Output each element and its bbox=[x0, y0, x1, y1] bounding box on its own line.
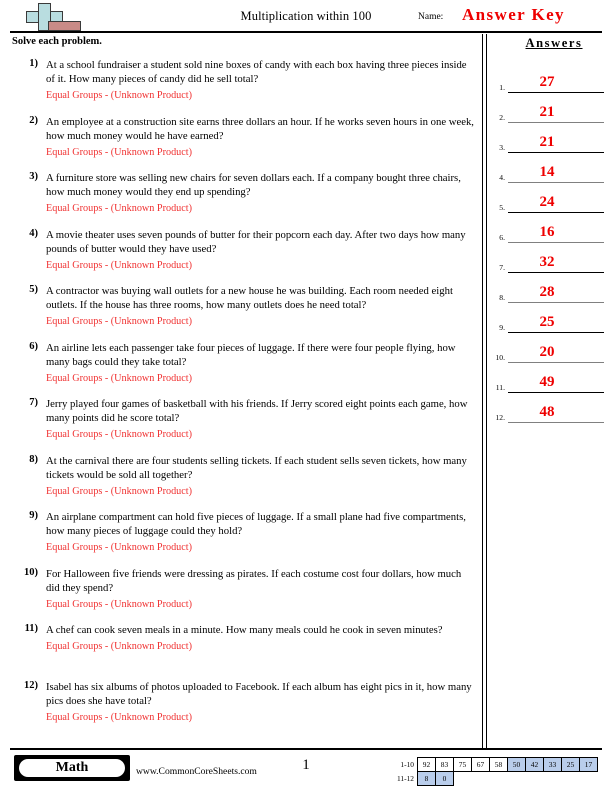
answer-value: 25 bbox=[539, 314, 555, 330]
answer-row bbox=[490, 363, 608, 393]
problem-text: At the carnival there are four students selling tickets. If each student sells seven tickets, how many tickets would be sold all together? bbox=[46, 454, 467, 481]
problem-item bbox=[14, 171, 476, 223]
problem-number: 7) bbox=[29, 397, 38, 408]
answer-value: 20 bbox=[539, 344, 555, 360]
problem-category-tag: Equal Groups - (Unknown Product) bbox=[46, 316, 192, 328]
score-range-label: 11-12 bbox=[397, 774, 414, 783]
score-range-label: 1-10 bbox=[400, 760, 414, 769]
footer-divider-rule bbox=[10, 748, 602, 750]
answer-number: 4. bbox=[499, 173, 505, 182]
problem-item bbox=[14, 567, 476, 619]
problem-number: 4) bbox=[29, 227, 38, 239]
problem-category-tag: Equal Groups - (Unknown Product) bbox=[46, 146, 192, 158]
answer-value: 48 bbox=[539, 404, 555, 420]
answer-number: 1. bbox=[499, 83, 505, 92]
page-title: Multiplication within 100 bbox=[240, 9, 372, 23]
answer-slot[interactable] bbox=[508, 131, 604, 153]
answer-row bbox=[490, 93, 608, 123]
problem-category-tag: Equal Groups - (Unknown Product) bbox=[46, 542, 192, 554]
answer-slot[interactable] bbox=[508, 161, 604, 183]
score-cell: 83 bbox=[435, 758, 453, 772]
problem-category-tag: Equal Groups - (Unknown Product) bbox=[46, 90, 192, 102]
score-cell-empty bbox=[489, 772, 507, 786]
problem-category-tag: Equal Groups - (Unknown Product) bbox=[46, 203, 192, 215]
answer-number: 6. bbox=[499, 233, 505, 242]
problem-item bbox=[14, 284, 476, 336]
problem-item bbox=[14, 397, 476, 449]
subject-badge-label: Math bbox=[55, 760, 89, 775]
score-cell: 75 bbox=[453, 758, 471, 772]
problem-item bbox=[14, 115, 476, 167]
problem-body bbox=[46, 171, 476, 215]
answer-row bbox=[490, 213, 608, 243]
problem-number: 11) bbox=[24, 623, 38, 634]
answer-value: 24 bbox=[539, 194, 555, 210]
problem-text: A contractor was buying wall outlets for a new house he was building. Each room needed eight outlets. If the house has three rooms, how many outlets does he need total? bbox=[46, 285, 453, 312]
problem-body bbox=[46, 680, 476, 724]
problem-text: An employee at a construction site earns three dollars an hour. If he works seven hours in one week, how much money would he have earned? bbox=[46, 115, 474, 142]
score-table-row bbox=[396, 772, 597, 786]
score-cell-empty bbox=[561, 772, 579, 786]
problem-text: A furniture store was selling new chairs for seven dollars each. If a company bought three chairs, how much money would they end up spending? bbox=[46, 172, 461, 199]
answer-slot[interactable] bbox=[508, 371, 604, 393]
answer-slot[interactable] bbox=[508, 101, 604, 123]
problem-category-tag: Equal Groups - (Unknown Product) bbox=[46, 641, 192, 653]
problem-number: 1) bbox=[29, 58, 38, 69]
answer-slot[interactable] bbox=[508, 71, 604, 93]
problem-number: 9) bbox=[29, 510, 38, 521]
divider-line-right bbox=[486, 34, 487, 748]
score-cell: 33 bbox=[543, 758, 561, 772]
answer-number: 8. bbox=[499, 293, 505, 302]
score-cell: 42 bbox=[525, 758, 543, 772]
problem-body bbox=[46, 397, 476, 441]
score-cell-empty bbox=[453, 772, 471, 786]
answer-row bbox=[490, 333, 608, 363]
problem-item bbox=[14, 58, 476, 110]
answer-slot[interactable] bbox=[508, 221, 604, 243]
problem-body bbox=[46, 341, 476, 385]
answer-row bbox=[490, 153, 608, 183]
answer-slot[interactable] bbox=[508, 341, 604, 363]
problem-category-tag: Equal Groups - (Unknown Product) bbox=[46, 429, 192, 441]
problem-category-tag: Equal Groups - (Unknown Product) bbox=[46, 485, 192, 497]
score-cell-empty bbox=[579, 772, 597, 786]
answer-row bbox=[490, 303, 608, 333]
score-cell: 8 bbox=[417, 772, 435, 786]
score-cell: 25 bbox=[561, 758, 579, 772]
problem-text: An airplane compartment can hold five pieces of luggage. If a small plane had five compartments, how many pieces of luggage could they hold? bbox=[46, 511, 466, 538]
site-url: www.CommonCoreSheets.com bbox=[136, 766, 257, 777]
problem-body bbox=[46, 623, 476, 653]
answer-number: 5. bbox=[499, 203, 505, 212]
answer-row bbox=[490, 243, 608, 273]
problem-number: 3) bbox=[29, 171, 38, 182]
answer-value: 21 bbox=[539, 134, 555, 150]
name-label: Name: bbox=[418, 12, 444, 22]
score-cell-empty bbox=[543, 772, 561, 786]
problem-category-tag: Equal Groups - (Unknown Product) bbox=[46, 711, 192, 723]
answer-number: 9. bbox=[499, 323, 505, 332]
answer-slot[interactable] bbox=[508, 191, 604, 213]
answer-row bbox=[490, 183, 608, 213]
problem-body bbox=[46, 228, 476, 272]
answer-blank-line bbox=[508, 422, 604, 423]
problem-number: 5) bbox=[29, 284, 38, 295]
answer-slot[interactable] bbox=[508, 281, 604, 303]
answers-heading: Answers bbox=[525, 36, 583, 50]
problem-text: At a school fundraiser a student sold nine boxes of candy with each box having three pieces inside of it. How many pieces of candy did he sell total? bbox=[46, 59, 467, 86]
answer-value: 14 bbox=[539, 164, 555, 180]
problems-list bbox=[14, 58, 476, 736]
score-cell: 58 bbox=[489, 758, 507, 772]
score-table-grid bbox=[396, 757, 598, 786]
page-header bbox=[0, 0, 612, 34]
score-cell: 67 bbox=[471, 758, 489, 772]
answer-value: 32 bbox=[539, 254, 555, 270]
answer-row bbox=[490, 393, 608, 423]
answer-number: 10. bbox=[495, 353, 505, 362]
problem-number: 12) bbox=[24, 679, 38, 691]
problem-text: A movie theater uses seven pounds of butter for their popcorn each day. After two days how many pounds of butter would they have used? bbox=[46, 228, 466, 255]
problem-category-tag: Equal Groups - (Unknown Product) bbox=[46, 259, 192, 271]
problem-text: Jerry played four games of basketball with his friends. If Jerry scored eight points each game, how many points did he score total? bbox=[46, 398, 468, 425]
problem-number: 6) bbox=[29, 340, 38, 352]
answer-value: 16 bbox=[539, 224, 555, 240]
answer-number: 2. bbox=[499, 113, 505, 122]
score-table bbox=[396, 757, 598, 786]
divider-line-left bbox=[482, 34, 483, 748]
problem-body bbox=[46, 454, 476, 498]
problem-body bbox=[46, 284, 476, 328]
score-cell-empty bbox=[525, 772, 543, 786]
problem-body bbox=[46, 115, 476, 159]
answer-value: 49 bbox=[539, 374, 555, 390]
answer-value: 27 bbox=[539, 74, 555, 90]
score-cell: 17 bbox=[579, 758, 597, 772]
problem-item bbox=[14, 510, 476, 562]
answer-number: 3. bbox=[499, 143, 505, 152]
problem-item bbox=[14, 454, 476, 506]
score-cell: 50 bbox=[507, 758, 525, 772]
problem-text: For Halloween five friends were dressing as pirates. If each costume cost four dollars, how much did they spend? bbox=[46, 567, 462, 594]
answer-slot[interactable] bbox=[508, 401, 604, 423]
page-number: 1 bbox=[302, 757, 310, 773]
problem-body bbox=[46, 567, 476, 611]
score-cell-empty bbox=[471, 772, 489, 786]
answer-row bbox=[490, 63, 608, 93]
score-table-row bbox=[396, 758, 597, 772]
answer-slot[interactable] bbox=[508, 251, 604, 273]
column-divider bbox=[482, 34, 487, 748]
answer-slot[interactable] bbox=[508, 311, 604, 333]
problem-body bbox=[46, 510, 476, 554]
problem-text: An airline lets each passenger take four pieces of luggage. If there were four people flying, how many bags could they take total? bbox=[46, 341, 456, 368]
answer-number: 11. bbox=[495, 383, 505, 392]
problem-number: 2) bbox=[29, 114, 38, 126]
problem-item bbox=[14, 341, 476, 393]
problem-number: 10) bbox=[24, 566, 38, 578]
problem-item bbox=[14, 680, 476, 732]
problem-category-tag: Equal Groups - (Unknown Product) bbox=[46, 598, 192, 610]
answer-number: 7. bbox=[499, 263, 505, 272]
answer-number: 12. bbox=[495, 413, 505, 422]
answer-key-badge: Answer Key bbox=[462, 5, 565, 24]
score-cell-empty bbox=[507, 772, 525, 786]
score-cell: 92 bbox=[417, 758, 435, 772]
answer-value: 21 bbox=[539, 104, 555, 120]
problem-text: Isabel has six albums of photos uploaded to Facebook. If each album has eight pics in it, how many pics does she have total? bbox=[46, 680, 472, 707]
answers-list bbox=[490, 63, 608, 423]
problem-body bbox=[46, 58, 476, 102]
answer-row bbox=[490, 123, 608, 153]
problem-number: 8) bbox=[29, 453, 38, 465]
answer-row bbox=[490, 273, 608, 303]
problem-text: A chef can cook seven meals in a minute. How many meals could he cook in seven minutes? bbox=[46, 624, 443, 636]
problem-category-tag: Equal Groups - (Unknown Product) bbox=[46, 372, 192, 384]
problem-item bbox=[14, 623, 476, 675]
instructions-text: Solve each problem. bbox=[12, 36, 102, 47]
answers-panel bbox=[490, 36, 608, 423]
problem-item bbox=[14, 228, 476, 280]
answer-value: 28 bbox=[539, 284, 555, 300]
score-cell: 0 bbox=[435, 772, 453, 786]
header-divider-rule bbox=[10, 31, 602, 33]
